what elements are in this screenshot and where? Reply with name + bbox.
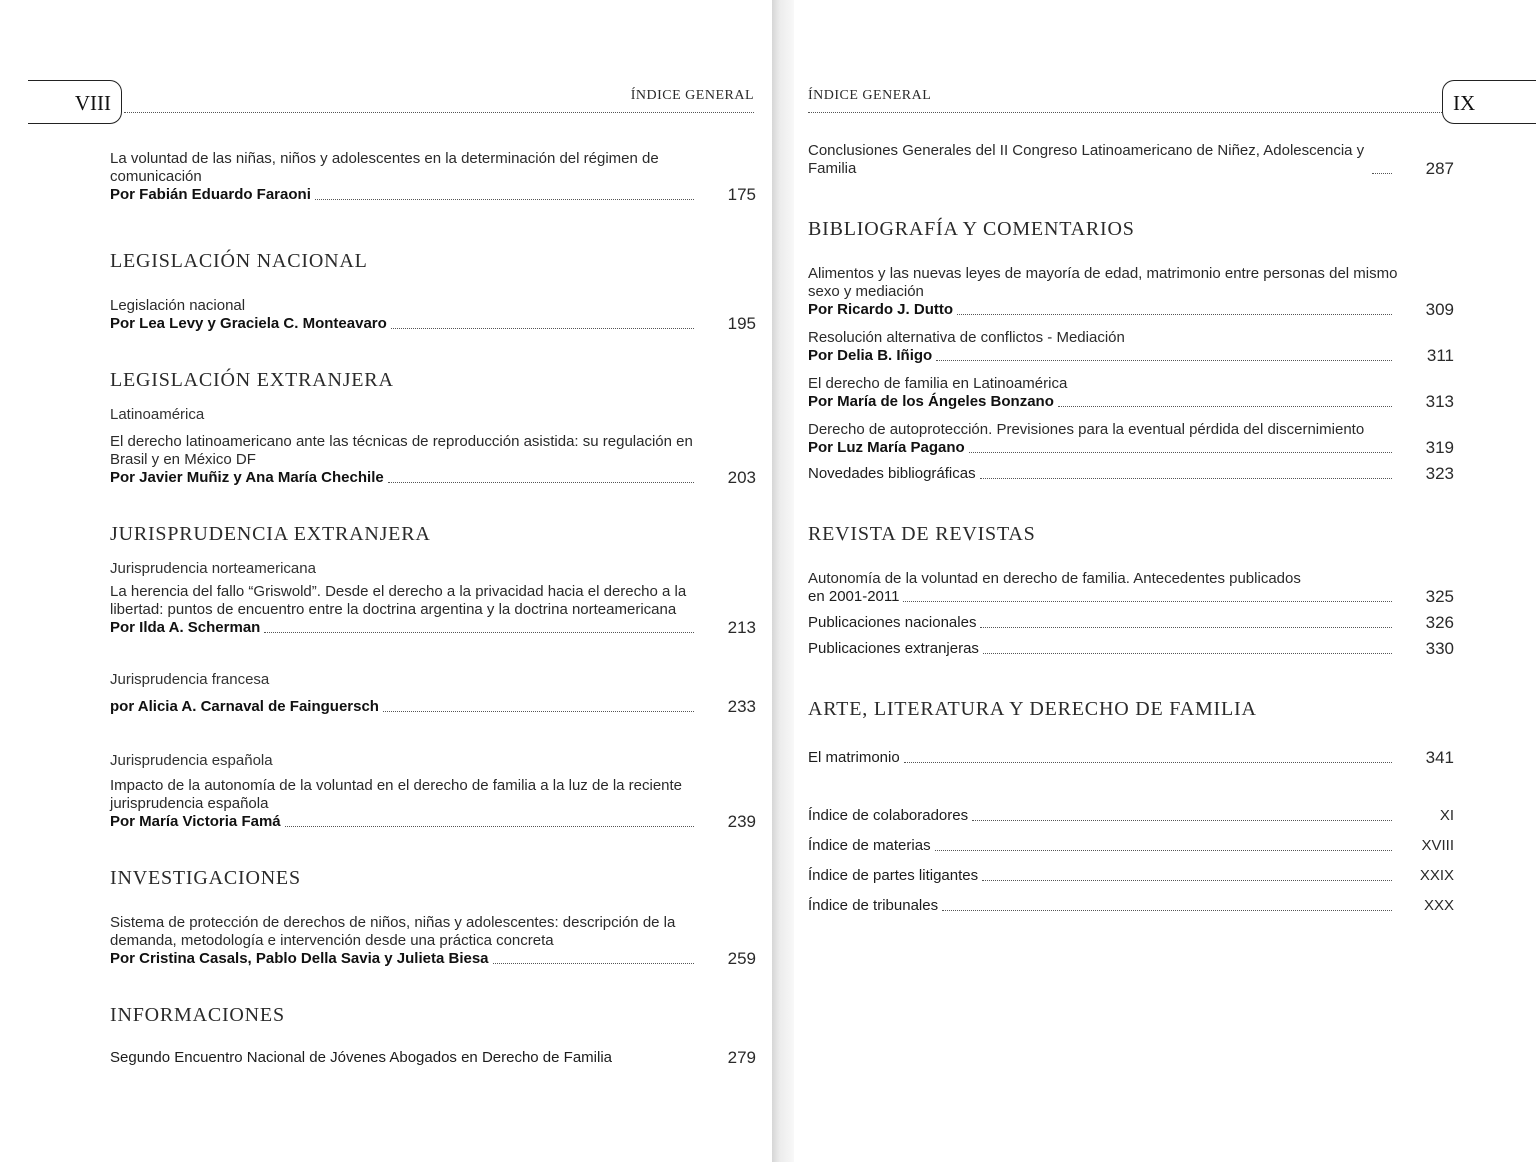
toc-entry-autonomia-espanola[interactable] (110, 777, 756, 831)
toc-entry-legislacion-nacional[interactable] (110, 297, 756, 333)
heading-investigaciones: INVESTIGACIONES (110, 867, 301, 889)
entry-title: Derecho de autoprotección. Previsiones para la eventual pérdida del discernimiento (808, 421, 1365, 438)
entry-page: 330 (1425, 639, 1454, 658)
heading-revista-de-revistas: REVISTA DE REVISTAS (808, 523, 1036, 545)
entry-author: Por Javier Muñiz y Ana María Chechile (110, 469, 384, 486)
entry-author: Por Ilda A. Scherman (110, 619, 261, 636)
right-running-head: ÍNDICE GENERAL (808, 88, 932, 103)
entry-title: Conclusiones Generales del II Congreso Latinoamericano de Niñez, Adolescencia y Familia (808, 142, 1365, 177)
dot-leader (942, 909, 1392, 911)
toc-entry-matrimonio[interactable] (808, 749, 1454, 767)
entry-page: 313 (1425, 392, 1454, 411)
toc-entry-autonomia-antecedentes[interactable] (808, 570, 1454, 606)
left-running-head: ÍNDICE GENERAL (630, 88, 754, 103)
entry-title: Resolución alternativa de conflictos - Mediación (808, 329, 1125, 346)
category-latinoamerica: Latinoamérica (110, 406, 205, 423)
entry-page: 259 (727, 949, 756, 968)
entry-title: Novedades bibliográficas (808, 465, 976, 482)
entry-title: Legislación nacional (110, 297, 246, 314)
entry-page: 325 (1425, 587, 1454, 606)
dot-leader (391, 327, 694, 329)
dot-leader (1372, 172, 1392, 174)
book-gutter (772, 0, 794, 1162)
heading-arte-literatura: ARTE, LITERATURA Y DERECHO DE FAMILIA (808, 698, 1257, 720)
toc-entry-derecho-latinoamerica[interactable] (808, 375, 1454, 411)
dot-leader (383, 710, 694, 712)
dot-leader (264, 631, 694, 633)
dot-leader (903, 600, 1392, 602)
heading-jurisprudencia-extranjera: JURISPRUDENCIA EXTRANJERA (110, 523, 431, 545)
entry-title: Segundo Encuentro Nacional de Jóvenes Abogados en Derecho de Familia (110, 1049, 613, 1066)
entry-page: 239 (727, 812, 756, 831)
entry-page: 341 (1425, 748, 1454, 767)
dot-leader (957, 313, 1392, 315)
toc-entry-indice-tribunales[interactable] (808, 897, 1454, 915)
toc-entry-novedades[interactable] (808, 465, 1454, 483)
toc-entry-conclusiones[interactable] (808, 142, 1454, 178)
entry-title: La voluntad de las niñas, niños y adolescentes en la determinación del régimen de comunicación (110, 150, 659, 185)
entry-title-continued: en 2001-2011 (808, 588, 900, 605)
dot-leader (983, 652, 1392, 654)
entry-page: 319 (1425, 438, 1454, 457)
entry-page: 309 (1425, 300, 1454, 319)
entry-author: Por Ricardo J. Dutto (808, 301, 954, 318)
entry-page: 287 (1425, 159, 1454, 178)
dot-leader (904, 761, 1392, 763)
entry-title: Impacto de la autonomía de la voluntad en el derecho de familia a la luz de la reciente jurisprudencia española (110, 777, 683, 812)
dot-leader (980, 477, 1392, 479)
toc-entry-griswold[interactable] (110, 583, 756, 637)
entry-title: El matrimonio (808, 749, 900, 766)
toc-entry-reproduccion-asistida[interactable] (110, 433, 756, 487)
entry-page: 279 (727, 1048, 756, 1067)
entry-title: Alimentos y las nuevas leyes de mayoría de edad, matrimonio entre personas del mismo sexo y mediación (808, 265, 1398, 300)
toc-entry-autoproteccion[interactable] (808, 421, 1454, 457)
dot-leader (972, 819, 1392, 821)
entry-title: Publicaciones nacionales (808, 614, 977, 631)
dot-leader (388, 481, 694, 483)
entry-title: Autonomía de la voluntad en derecho de familia. Antecedentes publicados (808, 570, 1301, 587)
heading-informaciones: INFORMACIONES (110, 1004, 285, 1026)
entry-title: Índice de colaboradores (808, 807, 969, 824)
dot-leader (935, 849, 1392, 851)
heading-bibliografia: BIBLIOGRAFÍA Y COMENTARIOS (808, 218, 1135, 240)
category-jurisprudencia-francesa: Jurisprudencia francesa (110, 671, 270, 688)
entry-page: XXIX (1419, 867, 1454, 884)
entry-author: Por María de los Ángeles Bonzano (808, 393, 1054, 410)
entry-title: Publicaciones extranjeras (808, 640, 979, 657)
entry-author: Por Lea Levy y Graciela C. Monteavaro (110, 315, 387, 332)
entry-page: XVIII (1421, 837, 1454, 854)
right-page (794, 0, 1536, 1162)
entry-title: Índice de partes litigantes (808, 867, 979, 884)
dot-leader (936, 359, 1392, 361)
dot-leader (980, 626, 1392, 628)
entry-page: XXX (1423, 897, 1454, 914)
entry-page: 175 (727, 185, 756, 204)
entry-page: 213 (727, 618, 756, 637)
entry-page: 311 (1426, 346, 1454, 365)
dot-leader (285, 825, 694, 827)
toc-entry-encuentro-jovenes[interactable] (110, 1049, 756, 1067)
left-page-number: VIII (28, 80, 122, 124)
dot-leader (493, 962, 694, 964)
toc-entry-indice-partes[interactable] (808, 867, 1454, 885)
entry-page: 203 (727, 468, 756, 487)
entry-title: El derecho latinoamericano ante las técnicas de reproducción asistida: su regulación en Brasil y en México DF (110, 433, 693, 468)
category-jurisprudencia-norteamericana: Jurisprudencia norteamericana (110, 560, 316, 577)
entry-title: El derecho de familia en Latinoamérica (808, 375, 1068, 392)
dot-leader (315, 198, 694, 200)
toc-entry-indice-colaboradores[interactable] (808, 807, 1454, 825)
heading-legislacion-extranjera: LEGISLACIÓN EXTRANJERA (110, 369, 394, 391)
entry-title: La herencia del fallo “Griswold”. Desde el derecho a la privacidad hacia el derecho a la libertad: puntos de encuentro entre la doctrina argentina y la doctrina norteamericana (110, 583, 687, 618)
toc-entry-mediacion[interactable] (808, 329, 1454, 365)
toc-entry-voluntad[interactable] (110, 150, 756, 204)
dot-leader (969, 451, 1392, 453)
toc-entry-indice-materias[interactable] (808, 837, 1454, 855)
right-toc (808, 142, 1454, 915)
right-page-number: IX (1442, 80, 1536, 124)
entry-title: Índice de tribunales (808, 897, 939, 914)
toc-entry-francesa[interactable] (110, 698, 756, 716)
entry-title: Índice de materias (808, 837, 931, 854)
toc-entry-sistema-proteccion[interactable] (110, 914, 756, 968)
entry-author: por Alicia A. Carnaval de Fainguersch (110, 698, 379, 715)
entry-title: Sistema de protección de derechos de niños, niñas y adolescentes: descripción de la demanda, metodología e intervención desde una práctica concreta (110, 914, 676, 949)
entry-author: Por Cristina Casals, Pablo Della Savia y Julieta Biesa (110, 950, 489, 967)
entry-page: 326 (1425, 613, 1454, 632)
category-jurisprudencia-espanola: Jurisprudencia española (110, 752, 273, 769)
dot-leader (1058, 405, 1392, 407)
dot-leader (982, 879, 1392, 881)
entry-page: 233 (727, 697, 756, 716)
right-header-rule (808, 112, 1442, 113)
heading-legislacion-nacional: LEGISLACIÓN NACIONAL (110, 250, 368, 272)
entry-author: Por Luz María Pagano (808, 439, 965, 456)
entry-page: 323 (1425, 464, 1454, 483)
entry-author: Por María Victoria Famá (110, 813, 281, 830)
toc-entry-publicaciones-extranjeras[interactable] (808, 640, 1454, 658)
entry-author: Por Delia B. Iñigo (808, 347, 933, 364)
entry-page: XI (1439, 807, 1454, 824)
left-header-rule (124, 112, 754, 113)
toc-entry-alimentos[interactable] (808, 265, 1454, 319)
left-toc (110, 150, 756, 1067)
toc-entry-publicaciones-nacionales[interactable] (808, 614, 1454, 632)
entry-page: 195 (727, 314, 756, 333)
entry-author: Por Fabián Eduardo Faraoni (110, 186, 311, 203)
